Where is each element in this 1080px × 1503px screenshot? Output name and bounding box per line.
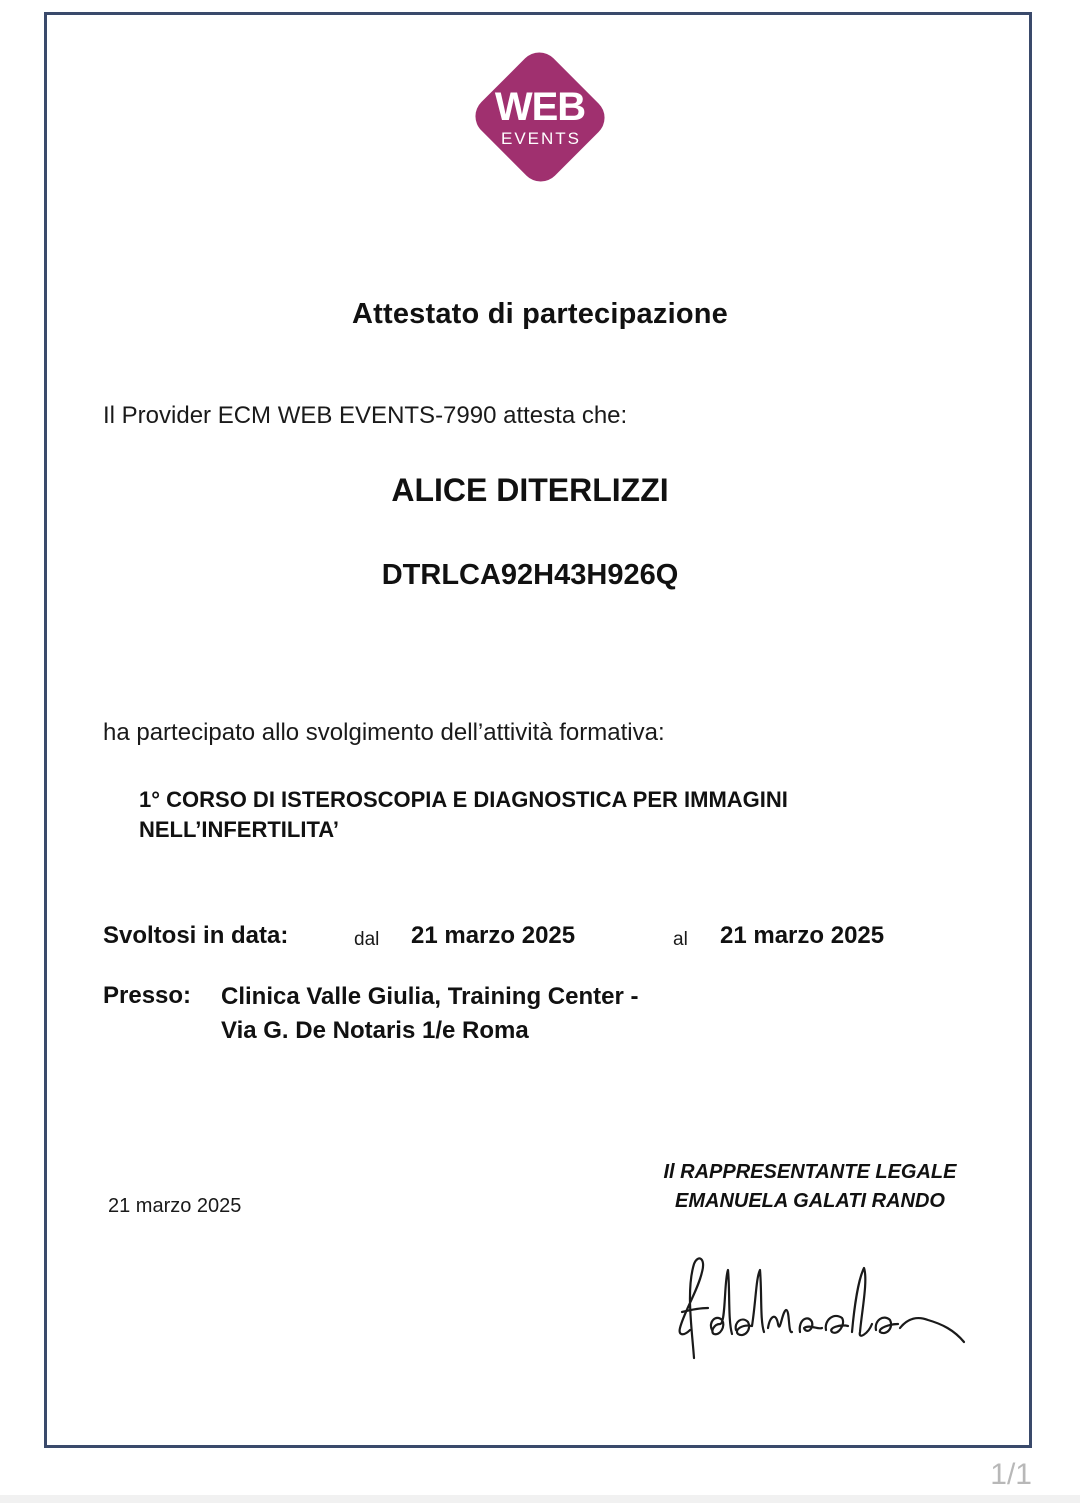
representative-name: EMANUELA GALATI RANDO bbox=[675, 1190, 945, 1212]
from-word: dal bbox=[354, 929, 380, 950]
course-title-line-2: NELL’INFERTILITA’ bbox=[139, 817, 340, 842]
to-date: 21 marzo 2025 bbox=[720, 922, 885, 949]
to-word: al bbox=[673, 929, 688, 950]
representative-role: Il RAPPRESENTANTE LEGALE bbox=[663, 1161, 957, 1183]
issue-date: 21 marzo 2025 bbox=[108, 1195, 242, 1217]
handwritten-signature bbox=[672, 1250, 982, 1370]
certificate-title: Attestato di partecipazione bbox=[351, 298, 728, 330]
logo-text-events: EVENTS bbox=[500, 129, 582, 148]
location-line-1: Clinica Valle Giulia, Training Center - bbox=[221, 983, 639, 1010]
from-date: 21 marzo 2025 bbox=[411, 922, 576, 949]
legal-representative bbox=[640, 1158, 980, 1216]
location-line-2: Via G. De Notaris 1/e Roma bbox=[221, 1017, 529, 1044]
participation-statement: ha partecipato allo svolgimento dell’attività formativa: bbox=[103, 719, 665, 746]
location-label: Presso: bbox=[103, 982, 192, 1009]
page-indicator: 1/1 bbox=[990, 1458, 1032, 1491]
fiscal-code: DTRLCA92H43H926Q bbox=[381, 559, 679, 591]
provider-statement: Il Provider ECM WEB EVENTS-7990 attesta che: bbox=[103, 402, 628, 429]
location-address bbox=[221, 980, 741, 1048]
event-date-label: Svoltosi in data: bbox=[103, 922, 289, 949]
viewer-bottom-bar bbox=[0, 1495, 1080, 1503]
logo-text-web: WEB bbox=[494, 85, 586, 129]
participant-name: ALICE DITERLIZZI bbox=[391, 472, 669, 508]
web-events-logo bbox=[456, 34, 624, 200]
course-title bbox=[139, 785, 959, 845]
course-title-line-1: 1° CORSO DI ISTEROSCOPIA E DIAGNOSTICA PER IMMAGINI bbox=[139, 787, 788, 812]
